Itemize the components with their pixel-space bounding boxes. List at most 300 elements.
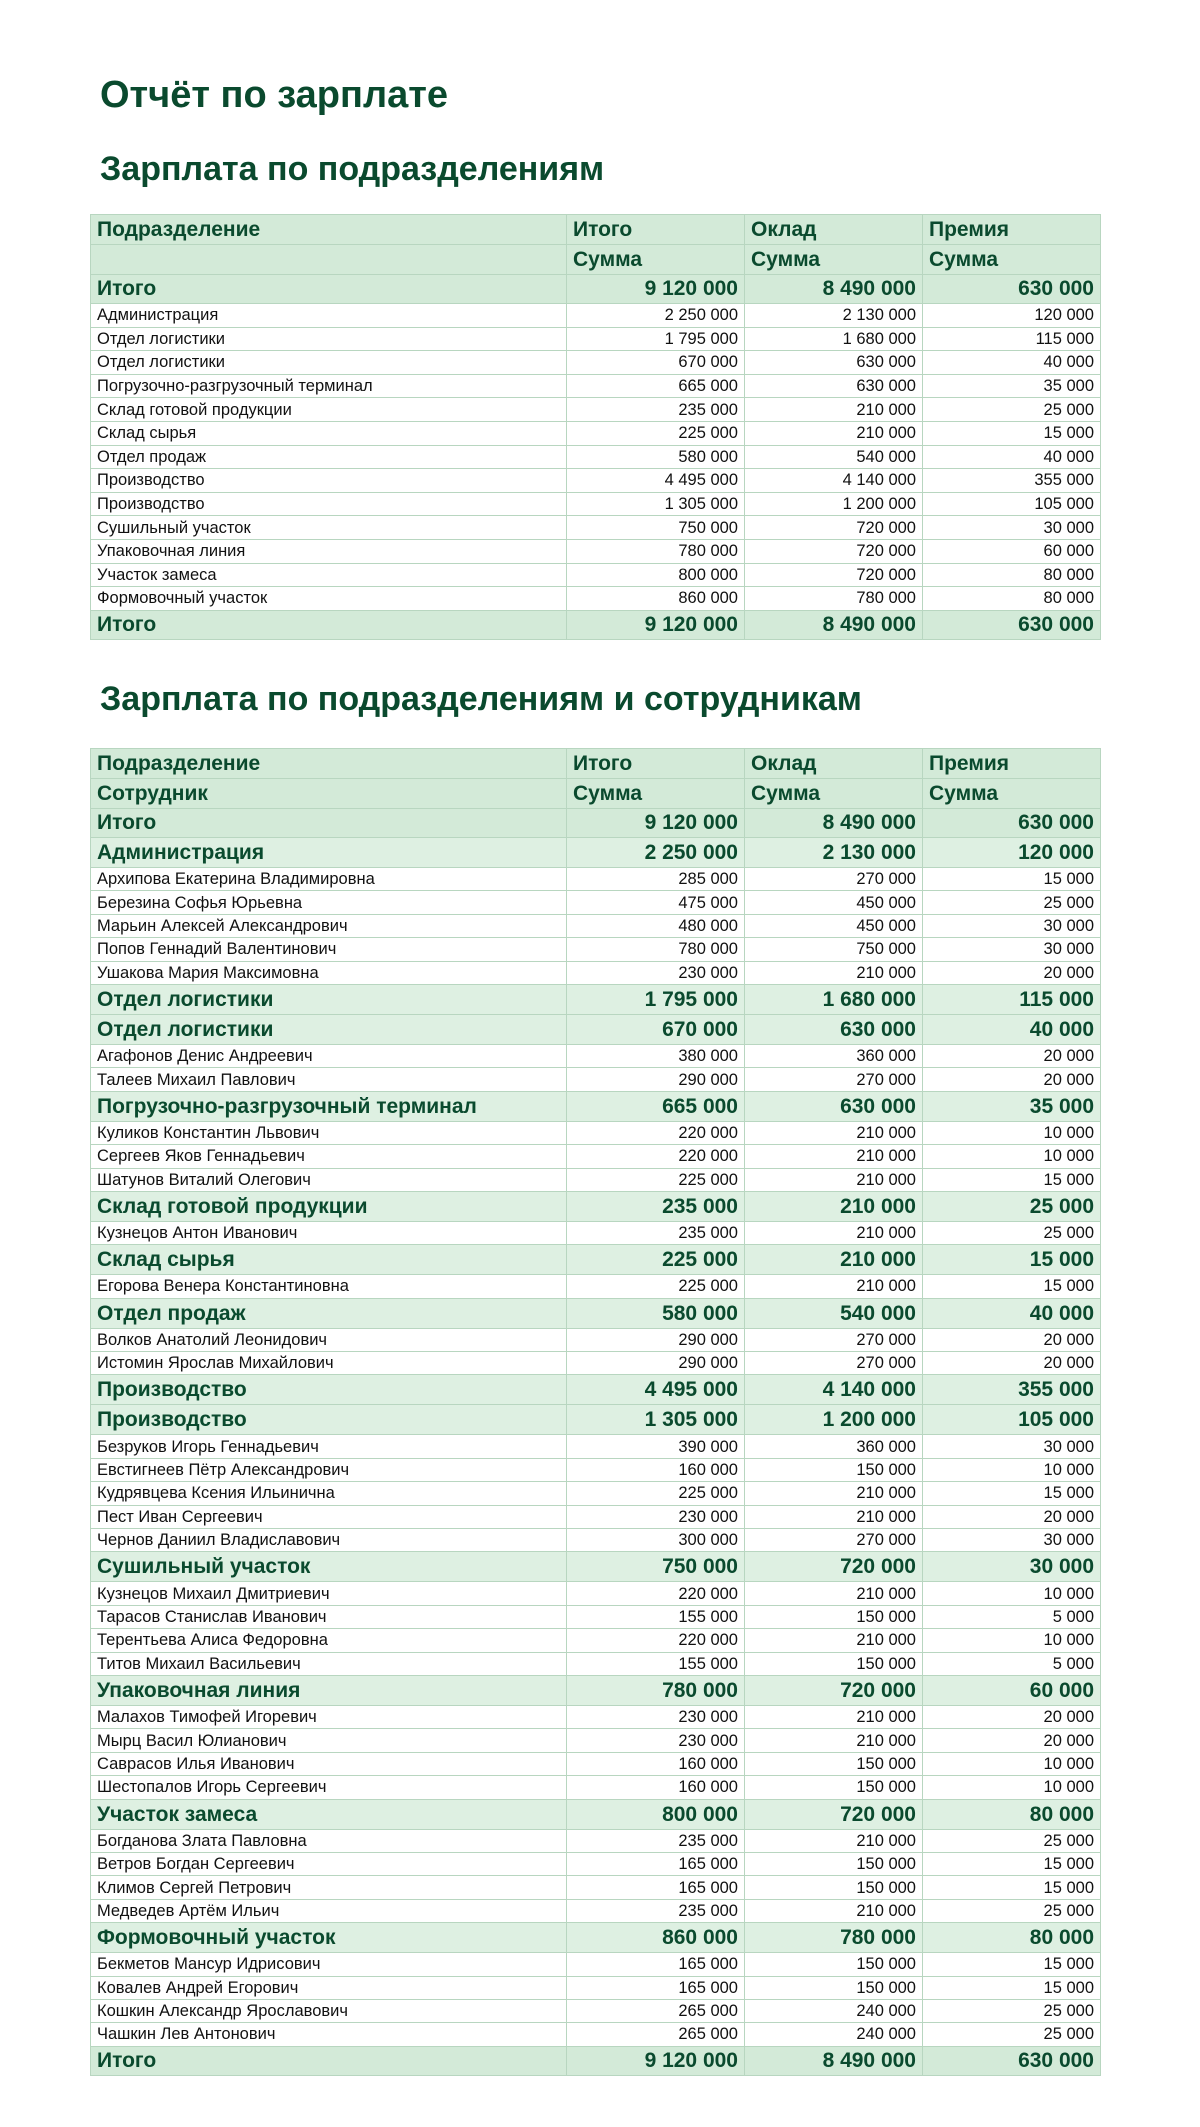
table-row (91, 868, 1101, 891)
cell-bonus: 15 000 (923, 1852, 1101, 1875)
cell-name: Администрация (91, 304, 567, 328)
cell-name: Ковалев Андрей Егорович (91, 1976, 567, 1999)
cell-salary: 150 000 (745, 1605, 923, 1628)
cell-name: Склад готовой продукции (91, 398, 567, 422)
cell-name: Производство (91, 1405, 567, 1435)
cell-total: 285 000 (567, 868, 745, 891)
salary-by-department-table (90, 214, 1101, 640)
cell-total: 670 000 (567, 351, 745, 375)
column-subheader-salary: Сумма (745, 245, 923, 275)
cell-salary: 240 000 (745, 2023, 923, 2046)
cell-bonus: 120 000 (923, 304, 1101, 328)
cell-salary: 8 490 000 (745, 275, 923, 304)
table-row (91, 351, 1101, 375)
cell-total: 9 120 000 (567, 2046, 745, 2075)
cell-bonus: 15 000 (923, 1245, 1101, 1275)
cell-salary: 150 000 (745, 1752, 923, 1775)
cell-name: Медведев Артём Ильич (91, 1899, 567, 1922)
group-row (91, 1375, 1101, 1405)
cell-name: Шатунов Виталий Олегович (91, 1168, 567, 1191)
table-row (91, 374, 1101, 398)
cell-salary: 630 000 (745, 351, 923, 375)
cell-salary: 450 000 (745, 914, 923, 937)
cell-bonus: 30 000 (923, 1552, 1101, 1582)
table-row (91, 1328, 1101, 1351)
cell-salary: 4 140 000 (745, 1375, 923, 1405)
cell-total: 475 000 (567, 891, 745, 914)
cell-bonus: 355 000 (923, 1375, 1101, 1405)
cell-name: Производство (91, 469, 567, 493)
table-row (91, 469, 1101, 493)
cell-total: 480 000 (567, 914, 745, 937)
cell-total: 165 000 (567, 1976, 745, 1999)
cell-salary: 720 000 (745, 1799, 923, 1829)
cell-bonus: 10 000 (923, 1145, 1101, 1168)
table-row (91, 1221, 1101, 1244)
cell-total: 1 305 000 (567, 492, 745, 516)
cell-salary: 1 680 000 (745, 984, 923, 1014)
cell-salary: 210 000 (745, 1582, 923, 1605)
cell-total: 155 000 (567, 1652, 745, 1675)
cell-name: Мырц Васил Юлианович (91, 1729, 567, 1752)
cell-total: 300 000 (567, 1529, 745, 1552)
cell-bonus: 20 000 (923, 1505, 1101, 1528)
cell-salary: 150 000 (745, 1976, 923, 1999)
cell-total: 225 000 (567, 421, 745, 445)
cell-name: Пест Иван Сергеевич (91, 1505, 567, 1528)
column-header-bonus: Премия (923, 749, 1101, 779)
cell-salary: 1 680 000 (745, 327, 923, 351)
cell-bonus: 10 000 (923, 1776, 1101, 1799)
cell-name: Ветров Богдан Сергеевич (91, 1852, 567, 1875)
total-row (91, 809, 1101, 838)
cell-total: 580 000 (567, 445, 745, 469)
cell-total: 860 000 (567, 1923, 745, 1953)
cell-salary: 720 000 (745, 539, 923, 563)
cell-bonus: 630 000 (923, 809, 1101, 838)
table-row (91, 1435, 1101, 1458)
cell-name: Итого (91, 809, 567, 838)
cell-name: Березина Софья Юрьевна (91, 891, 567, 914)
cell-name: Администрация (91, 838, 567, 868)
table-row (91, 1482, 1101, 1505)
cell-total: 235 000 (567, 398, 745, 422)
cell-bonus: 115 000 (923, 327, 1101, 351)
cell-total: 230 000 (567, 961, 745, 984)
cell-total: 165 000 (567, 1852, 745, 1875)
cell-total: 225 000 (567, 1168, 745, 1191)
cell-bonus: 25 000 (923, 2023, 1101, 2046)
table-row (91, 1999, 1101, 2022)
cell-name: Ушакова Мария Максимовна (91, 961, 567, 984)
cell-name: Формовочный участок (91, 1923, 567, 1953)
salary-by-department-employee-table (90, 748, 1101, 2076)
cell-total: 665 000 (567, 1091, 745, 1121)
cell-name: Отдел логистики (91, 984, 567, 1014)
cell-total: 750 000 (567, 516, 745, 540)
column-header-department: Подразделение (91, 215, 567, 245)
cell-bonus: 20 000 (923, 1044, 1101, 1067)
cell-name: Куликов Константин Львович (91, 1121, 567, 1144)
cell-name: Кошкин Александр Ярославович (91, 1999, 567, 2022)
table-row (91, 516, 1101, 540)
cell-bonus: 5 000 (923, 1652, 1101, 1675)
cell-name: Безруков Игорь Геннадьевич (91, 1435, 567, 1458)
cell-total: 390 000 (567, 1435, 745, 1458)
table-row (91, 445, 1101, 469)
table-row (91, 1629, 1101, 1652)
cell-total: 230 000 (567, 1505, 745, 1528)
cell-salary: 360 000 (745, 1435, 923, 1458)
group-row (91, 838, 1101, 868)
cell-bonus: 40 000 (923, 1298, 1101, 1328)
total-row (91, 2046, 1101, 2075)
cell-salary: 630 000 (745, 1091, 923, 1121)
column-subheader-bonus: Сумма (923, 779, 1101, 809)
cell-salary: 270 000 (745, 1529, 923, 1552)
cell-name: Участок замеса (91, 1799, 567, 1829)
cell-total: 4 495 000 (567, 469, 745, 493)
total-row (91, 275, 1101, 304)
cell-bonus: 20 000 (923, 1729, 1101, 1752)
cell-bonus: 40 000 (923, 351, 1101, 375)
total-row (91, 610, 1101, 639)
cell-bonus: 20 000 (923, 1068, 1101, 1091)
cell-bonus: 630 000 (923, 610, 1101, 639)
cell-name: Чашкин Лев Антонович (91, 2023, 567, 2046)
table-row (91, 1275, 1101, 1298)
cell-name: Погрузочно-разгрузочный терминал (91, 374, 567, 398)
cell-salary: 270 000 (745, 1328, 923, 1351)
table-row (91, 1652, 1101, 1675)
column-header-salary: Оклад (745, 749, 923, 779)
table-row (91, 1953, 1101, 1976)
cell-name: Малахов Тимофей Игоревич (91, 1705, 567, 1728)
cell-name: Бекметов Мансур Идрисович (91, 1953, 567, 1976)
group-row (91, 1245, 1101, 1275)
table-row (91, 1705, 1101, 1728)
cell-name: Попов Геннадий Валентинович (91, 938, 567, 961)
cell-total: 230 000 (567, 1729, 745, 1752)
cell-bonus: 20 000 (923, 1328, 1101, 1351)
cell-salary: 150 000 (745, 1776, 923, 1799)
cell-bonus: 30 000 (923, 516, 1101, 540)
cell-salary: 8 490 000 (745, 809, 923, 838)
table-body (91, 809, 1101, 2076)
table-row (91, 1752, 1101, 1775)
cell-bonus: 25 000 (923, 891, 1101, 914)
cell-salary: 210 000 (745, 1245, 923, 1275)
cell-total: 9 120 000 (567, 275, 745, 304)
cell-total: 780 000 (567, 1675, 745, 1705)
cell-salary: 270 000 (745, 1352, 923, 1375)
group-row (91, 1405, 1101, 1435)
cell-total: 2 250 000 (567, 838, 745, 868)
cell-bonus: 10 000 (923, 1629, 1101, 1652)
cell-name: Производство (91, 492, 567, 516)
cell-name: Кузнецов Антон Иванович (91, 1221, 567, 1244)
cell-total: 265 000 (567, 2023, 745, 2046)
cell-name: Производство (91, 1375, 567, 1405)
table-body (91, 275, 1101, 640)
table-row (91, 492, 1101, 516)
page-title: Отчёт по зарплате (100, 74, 448, 116)
cell-salary: 750 000 (745, 938, 923, 961)
cell-salary: 210 000 (745, 1191, 923, 1221)
cell-bonus: 80 000 (923, 587, 1101, 611)
cell-bonus: 115 000 (923, 984, 1101, 1014)
cell-total: 290 000 (567, 1352, 745, 1375)
cell-salary: 720 000 (745, 1675, 923, 1705)
group-row (91, 1014, 1101, 1044)
cell-salary: 210 000 (745, 1899, 923, 1922)
cell-name: Архипова Екатерина Владимировна (91, 868, 567, 891)
table-row (91, 1352, 1101, 1375)
cell-total: 1 795 000 (567, 327, 745, 351)
cell-salary: 540 000 (745, 1298, 923, 1328)
cell-name: Итого (91, 610, 567, 639)
table-row (91, 1582, 1101, 1605)
table-row (91, 1729, 1101, 1752)
cell-salary: 450 000 (745, 891, 923, 914)
group-row (91, 984, 1101, 1014)
cell-total: 160 000 (567, 1752, 745, 1775)
cell-bonus: 25 000 (923, 1899, 1101, 1922)
cell-bonus: 20 000 (923, 961, 1101, 984)
cell-bonus: 80 000 (923, 563, 1101, 587)
cell-name: Сушильный участок (91, 1552, 567, 1582)
table-row (91, 1529, 1101, 1552)
cell-total: 235 000 (567, 1221, 745, 1244)
cell-name: Сергеев Яков Геннадьевич (91, 1145, 567, 1168)
cell-bonus: 60 000 (923, 539, 1101, 563)
table-row (91, 563, 1101, 587)
table-row (91, 961, 1101, 984)
cell-total: 225 000 (567, 1275, 745, 1298)
group-row (91, 1091, 1101, 1121)
cell-name: Истомин Ярослав Михайлович (91, 1352, 567, 1375)
cell-bonus: 25 000 (923, 398, 1101, 422)
cell-bonus: 40 000 (923, 445, 1101, 469)
cell-name: Агафонов Денис Андреевич (91, 1044, 567, 1067)
cell-salary: 210 000 (745, 1829, 923, 1852)
cell-salary: 150 000 (745, 1953, 923, 1976)
cell-name: Отдел логистики (91, 1014, 567, 1044)
cell-name: Склад сырья (91, 1245, 567, 1275)
cell-salary: 210 000 (745, 1505, 923, 1528)
table-subheader-row (91, 779, 1101, 809)
cell-name: Упаковочная линия (91, 1675, 567, 1705)
cell-name: Отдел продаж (91, 445, 567, 469)
cell-bonus: 355 000 (923, 469, 1101, 493)
cell-total: 665 000 (567, 374, 745, 398)
column-header-bonus: Премия (923, 215, 1101, 245)
cell-total: 290 000 (567, 1068, 745, 1091)
table-row (91, 421, 1101, 445)
cell-total: 225 000 (567, 1245, 745, 1275)
cell-name: Участок замеса (91, 563, 567, 587)
cell-name: Упаковочная линия (91, 539, 567, 563)
cell-total: 780 000 (567, 539, 745, 563)
table-row (91, 1458, 1101, 1481)
cell-name: Склад готовой продукции (91, 1191, 567, 1221)
cell-name: Терентьева Алиса Федоровна (91, 1629, 567, 1652)
table-row (91, 539, 1101, 563)
column-header-total: Итого (567, 215, 745, 245)
cell-salary: 630 000 (745, 1014, 923, 1044)
cell-salary: 540 000 (745, 445, 923, 469)
group-row (91, 1552, 1101, 1582)
cell-bonus: 15 000 (923, 1976, 1101, 1999)
cell-name: Шестопалов Игорь Сергеевич (91, 1776, 567, 1799)
column-subheader-bonus: Сумма (923, 245, 1101, 275)
cell-salary: 720 000 (745, 516, 923, 540)
cell-salary: 1 200 000 (745, 1405, 923, 1435)
cell-bonus: 20 000 (923, 1705, 1101, 1728)
cell-total: 165 000 (567, 1876, 745, 1899)
cell-bonus: 35 000 (923, 1091, 1101, 1121)
cell-bonus: 15 000 (923, 1953, 1101, 1976)
cell-total: 800 000 (567, 1799, 745, 1829)
cell-total: 265 000 (567, 1999, 745, 2022)
cell-bonus: 30 000 (923, 1435, 1101, 1458)
cell-total: 220 000 (567, 1121, 745, 1144)
cell-total: 165 000 (567, 1953, 745, 1976)
table-row (91, 587, 1101, 611)
cell-salary: 210 000 (745, 1275, 923, 1298)
cell-bonus: 25 000 (923, 1829, 1101, 1852)
cell-name: Формовочный участок (91, 587, 567, 611)
cell-name: Склад сырья (91, 421, 567, 445)
cell-salary: 8 490 000 (745, 2046, 923, 2075)
cell-name: Итого (91, 2046, 567, 2075)
cell-total: 670 000 (567, 1014, 745, 1044)
cell-salary: 4 140 000 (745, 469, 923, 493)
table-row (91, 1976, 1101, 1999)
cell-salary: 210 000 (745, 1168, 923, 1191)
cell-salary: 210 000 (745, 1482, 923, 1505)
table-row (91, 398, 1101, 422)
cell-salary: 780 000 (745, 587, 923, 611)
cell-salary: 210 000 (745, 1221, 923, 1244)
cell-salary: 8 490 000 (745, 610, 923, 639)
cell-bonus: 630 000 (923, 2046, 1101, 2075)
cell-total: 290 000 (567, 1328, 745, 1351)
cell-salary: 2 130 000 (745, 304, 923, 328)
table-row (91, 2023, 1101, 2046)
cell-total: 9 120 000 (567, 610, 745, 639)
cell-total: 225 000 (567, 1482, 745, 1505)
cell-bonus: 25 000 (923, 1191, 1101, 1221)
group-row (91, 1675, 1101, 1705)
cell-salary: 270 000 (745, 868, 923, 891)
cell-name: Отдел продаж (91, 1298, 567, 1328)
table-row (91, 1776, 1101, 1799)
cell-salary: 1 200 000 (745, 492, 923, 516)
cell-bonus: 15 000 (923, 1482, 1101, 1505)
table-row (91, 1605, 1101, 1628)
cell-salary: 210 000 (745, 1145, 923, 1168)
cell-total: 1 795 000 (567, 984, 745, 1014)
column-subheader-salary: Сумма (745, 779, 923, 809)
cell-bonus: 15 000 (923, 421, 1101, 445)
cell-total: 220 000 (567, 1629, 745, 1652)
cell-total: 230 000 (567, 1705, 745, 1728)
cell-bonus: 20 000 (923, 1352, 1101, 1375)
cell-name: Погрузочно-разгрузочный терминал (91, 1091, 567, 1121)
column-subheader-department (91, 245, 567, 275)
cell-name: Талеев Михаил Павлович (91, 1068, 567, 1091)
cell-total: 220 000 (567, 1582, 745, 1605)
table-header-row (91, 215, 1101, 245)
cell-bonus: 105 000 (923, 492, 1101, 516)
cell-bonus: 15 000 (923, 868, 1101, 891)
cell-total: 800 000 (567, 563, 745, 587)
cell-name: Отдел логистики (91, 327, 567, 351)
cell-total: 750 000 (567, 1552, 745, 1582)
cell-bonus: 35 000 (923, 374, 1101, 398)
cell-total: 160 000 (567, 1776, 745, 1799)
group-row (91, 1298, 1101, 1328)
table-row (91, 1876, 1101, 1899)
cell-bonus: 630 000 (923, 275, 1101, 304)
cell-name: Марьин Алексей Александрович (91, 914, 567, 937)
cell-name: Сушильный участок (91, 516, 567, 540)
table-row (91, 1145, 1101, 1168)
column-header-total: Итого (567, 749, 745, 779)
table-header-row (91, 749, 1101, 779)
cell-bonus: 80 000 (923, 1923, 1101, 1953)
cell-bonus: 25 000 (923, 1999, 1101, 2022)
cell-bonus: 5 000 (923, 1605, 1101, 1628)
cell-bonus: 15 000 (923, 1876, 1101, 1899)
cell-salary: 210 000 (745, 1121, 923, 1144)
cell-salary: 150 000 (745, 1876, 923, 1899)
table-row (91, 1168, 1101, 1191)
cell-total: 1 305 000 (567, 1405, 745, 1435)
column-header-department: Подразделение (91, 749, 567, 779)
cell-bonus: 60 000 (923, 1675, 1101, 1705)
section-title-departments: Зарплата по подразделениям (100, 150, 605, 188)
column-header-salary: Оклад (745, 215, 923, 245)
cell-bonus: 10 000 (923, 1582, 1101, 1605)
cell-salary: 210 000 (745, 398, 923, 422)
cell-bonus: 120 000 (923, 838, 1101, 868)
cell-total: 860 000 (567, 587, 745, 611)
cell-salary: 150 000 (745, 1852, 923, 1875)
cell-total: 235 000 (567, 1829, 745, 1852)
cell-total: 155 000 (567, 1605, 745, 1628)
cell-total: 235 000 (567, 1191, 745, 1221)
cell-total: 2 250 000 (567, 304, 745, 328)
cell-name: Титов Михаил Васильевич (91, 1652, 567, 1675)
cell-total: 235 000 (567, 1899, 745, 1922)
cell-salary: 720 000 (745, 1552, 923, 1582)
cell-bonus: 40 000 (923, 1014, 1101, 1044)
cell-salary: 2 130 000 (745, 838, 923, 868)
cell-bonus: 15 000 (923, 1168, 1101, 1191)
cell-name: Волков Анатолий Леонидович (91, 1328, 567, 1351)
cell-bonus: 30 000 (923, 914, 1101, 937)
cell-name: Климов Сергей Петрович (91, 1876, 567, 1899)
cell-salary: 150 000 (745, 1652, 923, 1675)
cell-total: 9 120 000 (567, 809, 745, 838)
table-row (91, 1505, 1101, 1528)
cell-salary: 210 000 (745, 421, 923, 445)
section-title-departments-employees: Зарплата по подразделениям и сотрудникам (100, 680, 862, 718)
cell-name: Тарасов Станислав Иванович (91, 1605, 567, 1628)
cell-salary: 720 000 (745, 563, 923, 587)
